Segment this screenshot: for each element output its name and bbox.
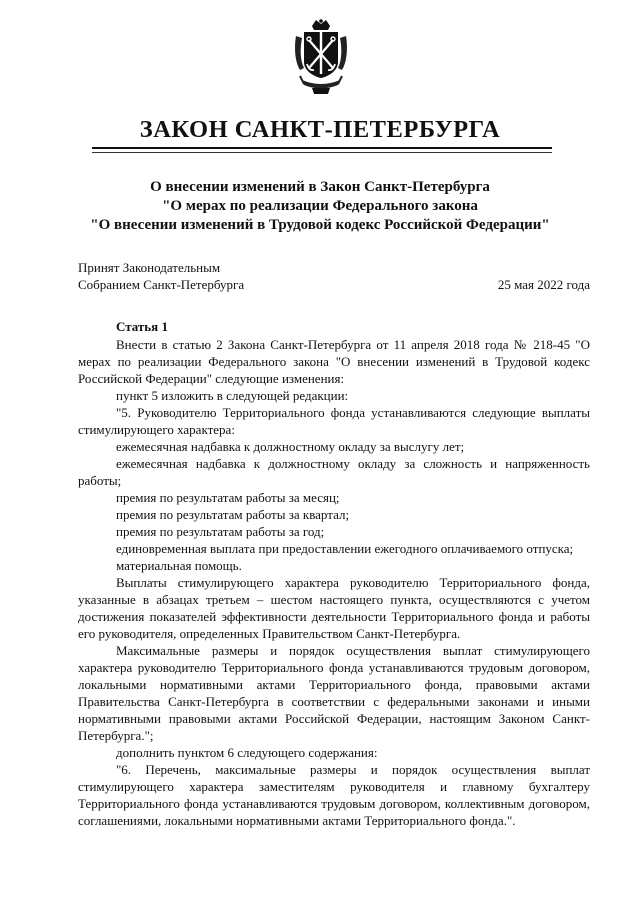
adoption-line: Принят Законодательным bbox=[78, 260, 221, 275]
article-paragraph: премия по результатам работы за месяц; bbox=[116, 490, 340, 505]
coat-of-arms-icon bbox=[292, 18, 350, 98]
article-paragraph: "5. Руководителю Территориального фонда устанавливаются следующие выплаты стимулирующего характера: bbox=[78, 405, 590, 437]
title-rule-thick bbox=[92, 147, 552, 149]
article-paragraph: пункт 5 изложить в следующей редакции: bbox=[116, 388, 349, 403]
article-heading: Статья 1 bbox=[116, 319, 168, 334]
article-paragraph: ежемесячная надбавка к должностному окладу за выслугу лет; bbox=[116, 439, 465, 454]
subtitle-line: "О внесении изменений в Трудовой кодекс Российской Федерации" bbox=[90, 217, 550, 233]
article-paragraph: Выплаты стимулирующего характера руководителю Территориального фонда, указанные в абзацах третьем – шестом настоящего пункта, осуществляются с учетом достижения показателей эффективности деятельности Территориального фонда и работы его руководителя, определенных Правительством Санкт-Петербурга. bbox=[78, 575, 590, 641]
adoption-line: Собранием Санкт-Петербурга bbox=[78, 277, 245, 292]
article-paragraph: материальная помощь. bbox=[116, 558, 242, 573]
law-title: ЗАКОН САНКТ-ПЕТЕРБУРГА bbox=[139, 116, 501, 143]
article-paragraph: премия по результатам работы за год; bbox=[116, 524, 325, 539]
adoption-date: 25 мая 2022 года bbox=[497, 277, 590, 292]
article-paragraph: Внести в статью 2 Закона Санкт-Петербурга от 11 апреля 2018 года № 218-45 "О мерах по реализации Федерального закона "О внесении изменений в Трудовой кодекс Российской Федерации" следующие изменения: bbox=[78, 337, 590, 386]
article-paragraph: единовременная выплата при предоставлении ежегодного оплачиваемого отпуска; bbox=[116, 541, 574, 556]
article-paragraph: Максимальные размеры и порядок осуществления выплат стимулирующего характера руководителю Территориального фонда устанавливаются трудовым договором, локальными нормативными актами Территориального фонда, правовыми актами Правительства Санкт-Петербурга в соответствии с федеральными законами и иными нормативными правовыми актами Российской Федерации, настоящим Законом Санкт-Петербурга."; bbox=[78, 643, 590, 743]
subtitle-line: О внесении изменений в Закон Санкт-Петербурга bbox=[150, 179, 490, 195]
article-body bbox=[78, 318, 590, 829]
title-rule-thin bbox=[92, 152, 552, 153]
law-subtitle bbox=[40, 178, 600, 235]
subtitle-line: "О мерах по реализации Федерального закона bbox=[162, 198, 478, 214]
article-paragraph: премия по результатам работы за квартал; bbox=[116, 507, 350, 522]
article-paragraph: ежемесячная надбавка к должностному окладу за сложность и напряженность работы; bbox=[78, 456, 590, 488]
adoption-note bbox=[78, 259, 244, 293]
article-paragraph: дополнить пунктом 6 следующего содержания: bbox=[116, 745, 378, 760]
article-paragraph: "6. Перечень, максимальные размеры и порядок осуществления выплат стимулирующего характера заместителям руководителя и главному бухгалтеру Территориального фонда устанавливаются трудовым договором, коллективным договором, соглашениями, локальными нормативными актами Территориального фонда.". bbox=[78, 762, 590, 828]
